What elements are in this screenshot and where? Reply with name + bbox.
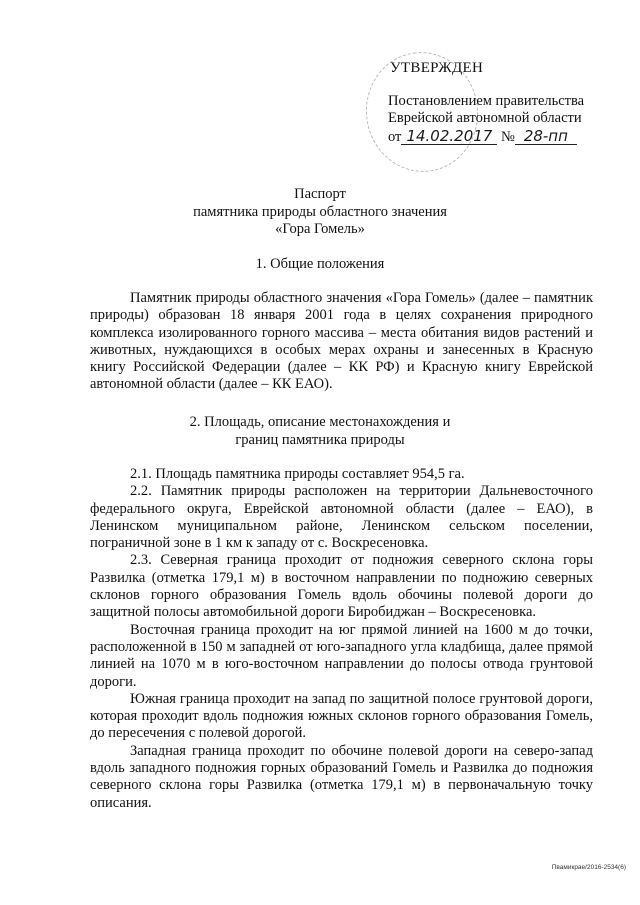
approval-date-value: 14.02.2017 <box>401 129 497 145</box>
approval-line-2: Еврейской автономной области <box>388 110 582 126</box>
section-1-body <box>90 290 593 394</box>
section-2-title-line-1: 2. Площадь, описание местонахождения и <box>189 414 451 430</box>
heading-line-2: памятника природы областного значения <box>193 204 447 220</box>
section-1-title: 1. Общие положения <box>255 256 385 272</box>
paragraph-west-border: Западная граница проходит по обочине полевой дороги на северо-запад вдоль западного подножия горных образований Гомель и Развилка до подножия северного склона горы Развилка (отметка 179,1 м) в первоначальную точку описания. <box>90 742 593 811</box>
paragraph-2-2: 2.2. Памятник природы расположен на территории Дальневосточного федерального округа, Еврейской автономной области (далее – ЕАО), в Ленинском муниципальном районе, Ленинском сельском поселении, пограничной зоне в 1 км к западу от с. Воскресеновка. <box>90 483 593 552</box>
approval-date-row <box>388 129 628 146</box>
section-1-paragraph: Памятник природы областного значения «Гора Гомель» (далее – памятник природы) образован 18 января 2001 года в целях сохранения природного комплекса изолированного горного массива – места обитания видов растений и животных, нуждающихся в особых мерах охраны и занесенных в Красную книгу Российской Федерации (далее – КК РФ) и Красную книгу Еврейской автономной области (далее – КК ЕАО). <box>90 290 593 393</box>
footer-reference: Пвамикрае/2016-2534(6) <box>551 864 626 871</box>
approval-date-prefix: от <box>388 129 402 145</box>
heading-line-1: Паспорт <box>294 186 346 202</box>
approval-line-1: Постановлением правительства <box>388 93 585 109</box>
section-2-title-line-2: границ памятника природы <box>235 432 405 448</box>
approval-number-value: 28-пп <box>515 129 577 145</box>
approval-number-prefix: № <box>501 129 515 145</box>
approval-title: УТВЕРЖДЕН <box>390 60 484 76</box>
section-2-body <box>90 466 593 812</box>
approval-block <box>388 60 628 146</box>
heading-line-3: «Гора Гомель» <box>275 221 365 237</box>
paragraph-south-border: Южная граница проходит на запад по защитной полосе грунтовой дороги, которая проходит вдоль подножия южных склонов горного образования Гомель, до пересечения с полевой дорогой. <box>90 690 593 742</box>
paragraph-2-1: 2.1. Площадь памятника природы составляет 954,5 га. <box>130 466 465 482</box>
paragraph-2-3: 2.3. Северная граница проходит от подножия северного склона горы Развилка (отметка 179,1 м) в восточном направлении по подножию северных склонов горного образования Гомель вдоль обочины полевой дороги до защитной полосы автомобильной дороги Биробиджан – Воскресеновка. <box>90 552 593 621</box>
paragraph-east-border: Восточная граница проходит на юг прямой линией на 1600 м до точки, расположенной в 150 м западней от юго-западного угла кладбища, далее прямой линией на 1070 м в юго-восточном направлении до полосы отвода грунтовой дороги. <box>90 621 593 690</box>
